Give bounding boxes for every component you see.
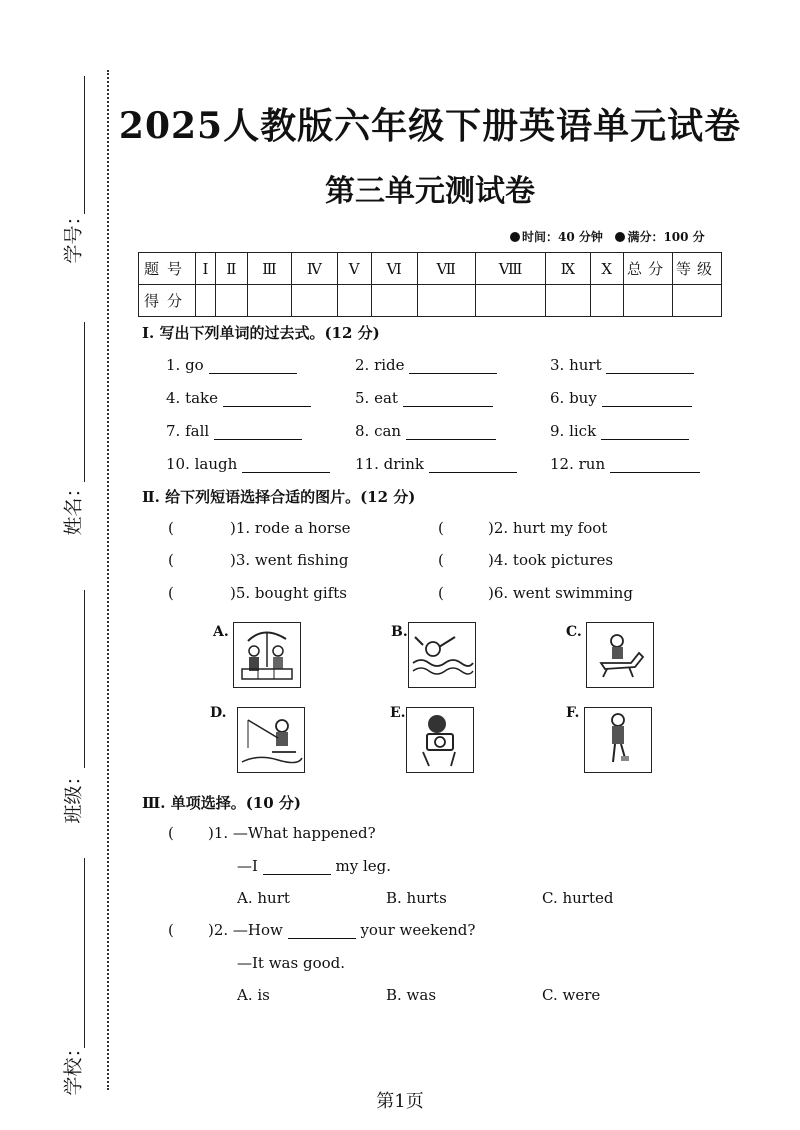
s3-q2-line2: —It was good.	[237, 954, 346, 972]
score-col: Ⅷ	[475, 253, 545, 285]
s2-item: ( )1. rode a horse	[168, 519, 351, 537]
fishing-icon	[238, 708, 304, 772]
s3-question-1: ( )1. —What happened?	[168, 824, 376, 842]
answer-blank[interactable]	[610, 458, 700, 473]
clock-icon	[510, 232, 520, 242]
camera-icon	[407, 708, 473, 772]
section-1-title: Ⅰ. 写出下列单词的过去式。(12 分)	[142, 324, 380, 342]
score-col: Ⅶ	[417, 253, 475, 285]
s1-item: 5. eat	[355, 389, 493, 407]
score-col: Ⅲ	[247, 253, 291, 285]
score-cell[interactable]	[417, 285, 475, 317]
s2-item: ( )4. took pictures	[438, 551, 614, 569]
score-col: Ⅳ	[292, 253, 338, 285]
score-col-grade: 等级	[673, 253, 722, 285]
score-col: Ⅸ	[546, 253, 590, 285]
s2-item: ( )5. bought gifts	[168, 584, 347, 602]
picture-label: D.	[210, 705, 227, 721]
binding-dotted-line	[107, 70, 109, 1090]
page-subtitle: 第三单元测试卷	[325, 174, 535, 209]
answer-paren[interactable]: (	[438, 551, 444, 569]
answer-paren[interactable]: (	[168, 551, 174, 569]
s1-item: 12. run	[550, 455, 700, 473]
picture-label: A.	[213, 624, 229, 640]
score-cell[interactable]	[371, 285, 417, 317]
binding-label-school: 学校：	[62, 1038, 85, 1096]
score-row-label: 得分	[139, 285, 196, 317]
score-col: Ⅹ	[590, 253, 623, 285]
exam-meta	[510, 228, 705, 245]
page-number: 第1页	[376, 1091, 424, 1112]
s1-item: 1. go	[166, 356, 297, 374]
s1-item: 10. laugh	[166, 455, 330, 473]
check-icon	[615, 232, 625, 242]
score-table-header-row	[139, 253, 722, 285]
score-col: Ⅱ	[215, 253, 247, 285]
s3-q1-option[interactable]: C. hurted	[542, 889, 614, 907]
s3-q1-line2: —I my leg.	[237, 857, 392, 875]
answer-blank[interactable]	[242, 458, 330, 473]
picture-label: F.	[566, 705, 580, 721]
s3-q2-option[interactable]: B. was	[386, 986, 437, 1004]
score-cell[interactable]	[337, 285, 371, 317]
binding-rule	[84, 76, 85, 214]
binding-label-student-id: 学号：	[62, 206, 85, 264]
s2-item: ( )6. went swimming	[438, 584, 633, 602]
score-col: Ⅵ	[371, 253, 417, 285]
score-cell[interactable]	[624, 285, 673, 317]
binding-rule	[84, 590, 85, 768]
picture-label: B.	[391, 624, 408, 640]
s2-item: ( )2. hurt my foot	[438, 519, 608, 537]
binding-rule	[84, 322, 85, 482]
score-cell[interactable]	[590, 285, 623, 317]
answer-blank[interactable]	[429, 458, 517, 473]
score-cell[interactable]	[215, 285, 247, 317]
swimming-icon	[409, 623, 475, 687]
picture-shopping-gifts	[233, 622, 301, 688]
picture-riding-horse	[586, 622, 654, 688]
answer-blank[interactable]	[223, 392, 311, 407]
picture-fishing	[237, 707, 305, 773]
answer-paren[interactable]: (	[168, 584, 174, 602]
hurt-foot-icon	[585, 708, 651, 772]
binding-label-name: 姓名：	[62, 478, 85, 536]
score-table	[138, 252, 722, 317]
s3-q1-option[interactable]: B. hurts	[386, 889, 447, 907]
s1-item: 4. take	[166, 389, 311, 407]
picture-taking-pictures	[406, 707, 474, 773]
answer-blank[interactable]	[288, 924, 356, 939]
answer-blank[interactable]	[601, 425, 689, 440]
picture-label: E.	[390, 705, 406, 721]
shopping-gifts-icon	[234, 623, 300, 687]
s1-item: 3. hurt	[550, 356, 694, 374]
s1-item: 11. drink	[355, 455, 517, 473]
answer-blank[interactable]	[409, 359, 497, 374]
s1-item: 2. ride	[355, 356, 497, 374]
horse-icon	[587, 623, 653, 687]
picture-hurt-foot	[584, 707, 652, 773]
score-col: Ⅴ	[337, 253, 371, 285]
score-cell[interactable]	[247, 285, 291, 317]
score-col: Ⅰ	[196, 253, 216, 285]
s3-q1-option[interactable]: A. hurt	[237, 889, 290, 907]
section-3-title: Ⅲ. 单项选择。(10 分)	[142, 794, 302, 812]
answer-blank[interactable]	[209, 359, 297, 374]
answer-blank[interactable]	[602, 392, 692, 407]
answer-blank[interactable]	[214, 425, 302, 440]
exam-full-score: 满分：100 分	[627, 230, 705, 244]
answer-paren[interactable]: (	[168, 824, 174, 842]
answer-blank[interactable]	[263, 860, 331, 875]
binding-rule	[84, 858, 85, 1048]
score-cell[interactable]	[292, 285, 338, 317]
s1-item: 8. can	[355, 422, 496, 440]
s1-item: 7. fall	[166, 422, 302, 440]
score-cell[interactable]	[475, 285, 545, 317]
score-col-total: 总分	[624, 253, 673, 285]
score-cell[interactable]	[196, 285, 216, 317]
exam-time: 时间：40 分钟	[522, 230, 603, 244]
s3-q2-option[interactable]: C. were	[542, 986, 601, 1004]
answer-paren[interactable]: (	[438, 584, 444, 602]
s2-item: ( )3. went fishing	[168, 551, 349, 569]
picture-label: C.	[566, 624, 582, 640]
picture-swimming	[408, 622, 476, 688]
s1-item: 9. lick	[550, 422, 689, 440]
score-cell[interactable]	[673, 285, 722, 317]
s1-item: 6. buy	[550, 389, 692, 407]
answer-paren[interactable]: (	[438, 519, 444, 537]
score-cell[interactable]	[546, 285, 590, 317]
s3-question-2: ( )2. —How your weekend?	[168, 921, 476, 939]
section-2-title: Ⅱ. 给下列短语选择合适的图片。(12 分)	[142, 488, 416, 506]
answer-blank[interactable]	[403, 392, 493, 407]
score-table-score-row	[139, 285, 722, 317]
binding-label-class: 班级：	[62, 766, 85, 824]
answer-paren[interactable]: (	[168, 519, 174, 537]
s3-q2-option[interactable]: A. is	[237, 986, 270, 1004]
answer-blank[interactable]	[606, 359, 694, 374]
answer-paren[interactable]: (	[168, 921, 174, 939]
answer-blank[interactable]	[406, 425, 496, 440]
score-row-label: 题号	[139, 253, 196, 285]
page-title: 2025人教版六年级下册英语单元试卷	[118, 105, 742, 147]
